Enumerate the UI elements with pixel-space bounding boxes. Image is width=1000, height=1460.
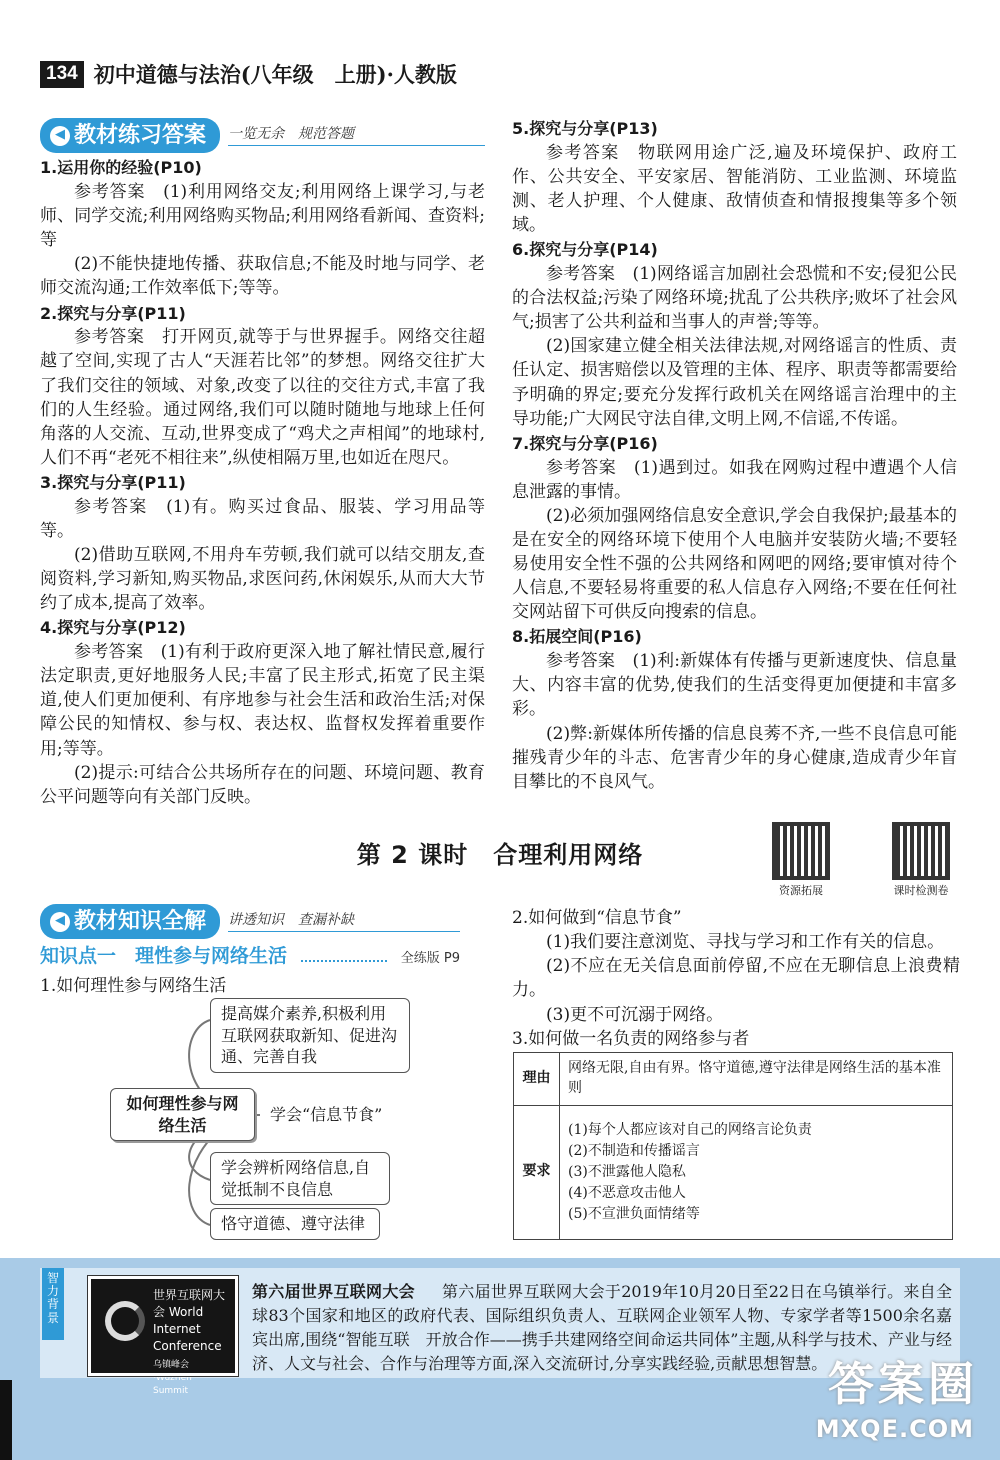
table-cell: 网络无限,自由有界。恪守道德,遵守法律是网络生活的基本准则 <box>560 1053 953 1106</box>
answer-item <box>512 433 957 625</box>
question-title: 2.探究与分享(P11) <box>40 303 186 323</box>
wic-logo-icon <box>105 1301 145 1341</box>
knowledge-section <box>40 904 460 998</box>
mind-center: 如何理性参与网络生活 <box>110 1088 255 1141</box>
question-title: 7.探究与分享(P16) <box>512 433 658 453</box>
subheading: 1.如何理性参与网络生活 <box>40 976 227 997</box>
qr-test[interactable] <box>888 822 954 899</box>
table-row <box>514 1105 953 1239</box>
answer-text: (2)必须加强网络信息安全意识,学会自我保护;最基本的是在安全的网络环境下使用个人电脑并安装防火墙;不要轻易使用安全性不强的公共网络和网吧的网络;要审慎对待个人信息,不要轻易将重要的私人信息存入网络;不要在任何社交网站留下可供反向搜索的信息。 <box>512 505 957 623</box>
page-header <box>40 60 457 90</box>
answer-text: 参考答案 (1)利用网络交友;利用网络上课学习,与老师、同学交流;利用网络购买物品;利用网络看新闻、查资料;等 <box>40 181 485 251</box>
conference-logo <box>88 1276 238 1396</box>
question-title: 6.探究与分享(P14) <box>512 240 658 260</box>
knowledge-point-title: 知识点一 理性参与网络生活 <box>40 945 288 968</box>
answer-text: (2)提示:可结合公共场所存在的问题、环境问题、教育公平问题等向有关部门反映。 <box>40 762 485 807</box>
question-title: 8.拓展空间(P16) <box>512 627 642 647</box>
requirement: (4)不恶意攻击他人 <box>568 1184 686 1201</box>
answers-right-column <box>512 116 957 794</box>
answer-text: 参考答案 物联网用途广泛,遍及环境保护、政府工作、公共安全、平安家居、智能消防、工业监测、环境监测、老人护理、个人健康、敌情侦查和情报搜集等多个领域。 <box>512 142 957 236</box>
answer-text: 参考答案 (1)遇到过。如我在网购过程中遭遇个人信息泄露的事情。 <box>512 457 957 502</box>
answers-banner <box>40 118 485 153</box>
logo-subtext: 乌镇峰会·Wuzhen Summit <box>153 1360 192 1396</box>
qr-code-icon <box>772 822 830 880</box>
answer-text: 参考答案 (1)有利于政府更深入地了解社情民意,履行法定职责,更好地服务人民;丰富了民主形式,拓宽了民主渠道,使人们更加便利、有序地参与社会生活和政治生活;对保障公民的知情权、参与权、表达权、监督权发挥着重要作用;等等。 <box>40 642 485 759</box>
mind-node: 恪守道德、遵守法律 <box>210 1208 380 1240</box>
knowledge-banner <box>40 904 460 939</box>
list-item: (2)不应在无关信息面前停留,不应在无聊信息上浪费精力。 <box>512 956 960 1001</box>
answer-item <box>40 303 485 470</box>
logo-text: 世界互联网大会 World Internet Conference <box>153 1288 226 1354</box>
requirement: (2)不制造和传播谣言 <box>568 1142 700 1159</box>
speaker-icon: ◀ <box>50 912 70 932</box>
knowledge-point-header <box>40 943 460 970</box>
page-number: 134 <box>40 61 84 88</box>
question-title: 5.探究与分享(P13) <box>512 119 658 138</box>
qr-code-icon <box>892 822 950 880</box>
requirement: (3)不泄露他人隐私 <box>568 1163 686 1180</box>
answer-text: 参考答案 (1)有。购买过食品、服装、学习用品等等。 <box>40 496 485 541</box>
qr-resource[interactable] <box>768 822 834 899</box>
answer-text: 参考答案 (1)网络谣言加剧社会恐慌和不安;侵犯公民的合法权益;污染了网络环境;扰乱了公共秩序;败坏了社会风气;损害了公共利益和当事人的声誉;等等。 <box>512 263 957 333</box>
answer-text: (2)借助互联网,不用舟车劳顿,我们就可以结交朋友,查阅资料,学习新知,购买物品,求医问药,休闲娱乐,从而大大节约了成本,提高了效率。 <box>40 545 485 614</box>
qr-label: 课时检测卷 <box>893 884 949 897</box>
answer-item <box>512 239 957 431</box>
qr-label: 资源拓展 <box>779 884 823 897</box>
list-item: (3)更不可沉溺于网络。 <box>546 1004 724 1025</box>
answer-item <box>512 626 957 793</box>
knowledge-point-ref: 全练版 P9 <box>400 951 460 967</box>
answer-text: 参考答案 (1)利:新媒体有传播与更新速度快、信息量大、内容丰富的优势,使我们的生活变得更加便捷和丰富多彩。 <box>512 651 957 720</box>
background-tag: 智力背景 <box>42 1268 64 1340</box>
answer-text: (2)国家建立健全相关法律法规,对网络谣言的性质、责任认定、损害赔偿以及管理的主体、程序、职责等都需要给予明确的界定;要充分发挥行政机关在网络谣言治理中的主导功能;广大网民守法自律,文明上网,不信谣,不传谣。 <box>512 336 957 429</box>
answer-item <box>40 472 485 615</box>
info-heading: 第六届世界互联网大会 <box>252 1282 415 1301</box>
mind-node: 学会“信息节食” <box>260 1100 420 1130</box>
requirement: (1)每个人都应该对自己的网络言论负责 <box>568 1121 812 1138</box>
answer-item <box>512 118 957 237</box>
mind-map <box>30 990 470 1250</box>
lesson-title: 第 2 课时 合理利用网络 <box>356 841 644 869</box>
question-title: 1.运用你的经验(P10) <box>40 158 202 178</box>
responsibility-table <box>513 1052 953 1240</box>
info-body: 第六届世界互联网大会于2019年10月20日至22日在乌镇举行。来自全球83个国家和地区的政府代表、国际组织负责人、互联网企业领军人物、专家学者等1500余名嘉宾出席,围绕“智能互联 开放合作——携手共建网络空间命运共同体”主题,从科学与技术、产业与经济、人文与社会、合作与治理等方面,深入交流研讨,分享实践经验,贡献思想智慧。 <box>252 1282 952 1373</box>
table-header: 要求 <box>514 1105 560 1239</box>
speaker-icon: ◀ <box>50 126 70 146</box>
answer-item <box>40 617 485 809</box>
book-title: 初中道德与法治(八年级 上册)·人教版 <box>93 62 457 87</box>
answers-banner-title: 教材练习答案 <box>74 123 207 148</box>
mind-node: 学会辨析网络信息,自觉抵制不良信息 <box>210 1152 390 1205</box>
edge-mark <box>0 1380 12 1460</box>
answer-text: (2)不能快捷地传播、获取信息;不能及时地与同学、老师交流沟通;工作效率低下;等等。 <box>40 254 485 299</box>
watermark: 答案圈 <box>828 1357 978 1411</box>
subheading: 2.如何做到“信息节食” <box>512 908 682 928</box>
answer-text: (2)弊:新媒体所传播的信息良莠不齐,一些不良信息可能摧残青少年的斗志、危害青少年的身心健康,造成青少年盲目攀比的不良风气。 <box>512 723 957 792</box>
mind-node: 提高媒介素养,积极利用互联网获取新知、促进沟通、完善自我 <box>210 998 410 1073</box>
question-title: 4.探究与分享(P12) <box>40 618 186 638</box>
knowledge-right <box>512 906 960 1051</box>
subheading: 3.如何做一名负责的网络参与者 <box>512 1028 750 1049</box>
knowledge-banner-title: 教材知识全解 <box>74 909 207 934</box>
answer-text: 参考答案 打开网页,就等于与世界握手。网络交往超越了空间,实现了古人“天涯若比邻”的梦想。网络交往扩大了我们交往的领域、对象,改变了以往的交往方式,丰富了我们的人生经验。通过网络,我们可以随时随地与地球上任何角落的人交流、互动,世界变成了“鸡犬之声相闻”的地球村,人们不再“老死不相往来”,纵使相隔万里,也如近在咫尺。 <box>40 327 485 468</box>
answer-item <box>40 157 485 300</box>
answers-banner-subtitle: 一览无余 规范答题 <box>228 125 485 146</box>
table-row <box>514 1053 953 1106</box>
knowledge-banner-subtitle: 讲透知识 查漏补缺 <box>228 911 460 932</box>
list-item: (1)我们要注意浏览、寻找与学习和工作有关的信息。 <box>546 932 945 953</box>
answers-left-column <box>40 118 485 809</box>
table-header: 理由 <box>514 1053 560 1106</box>
requirement: (5)不宣泄负面情绪等 <box>568 1205 700 1222</box>
table-cell <box>560 1105 953 1239</box>
watermark-url: MXQE.COM <box>815 1415 974 1443</box>
question-title: 3.探究与分享(P11) <box>40 473 186 493</box>
